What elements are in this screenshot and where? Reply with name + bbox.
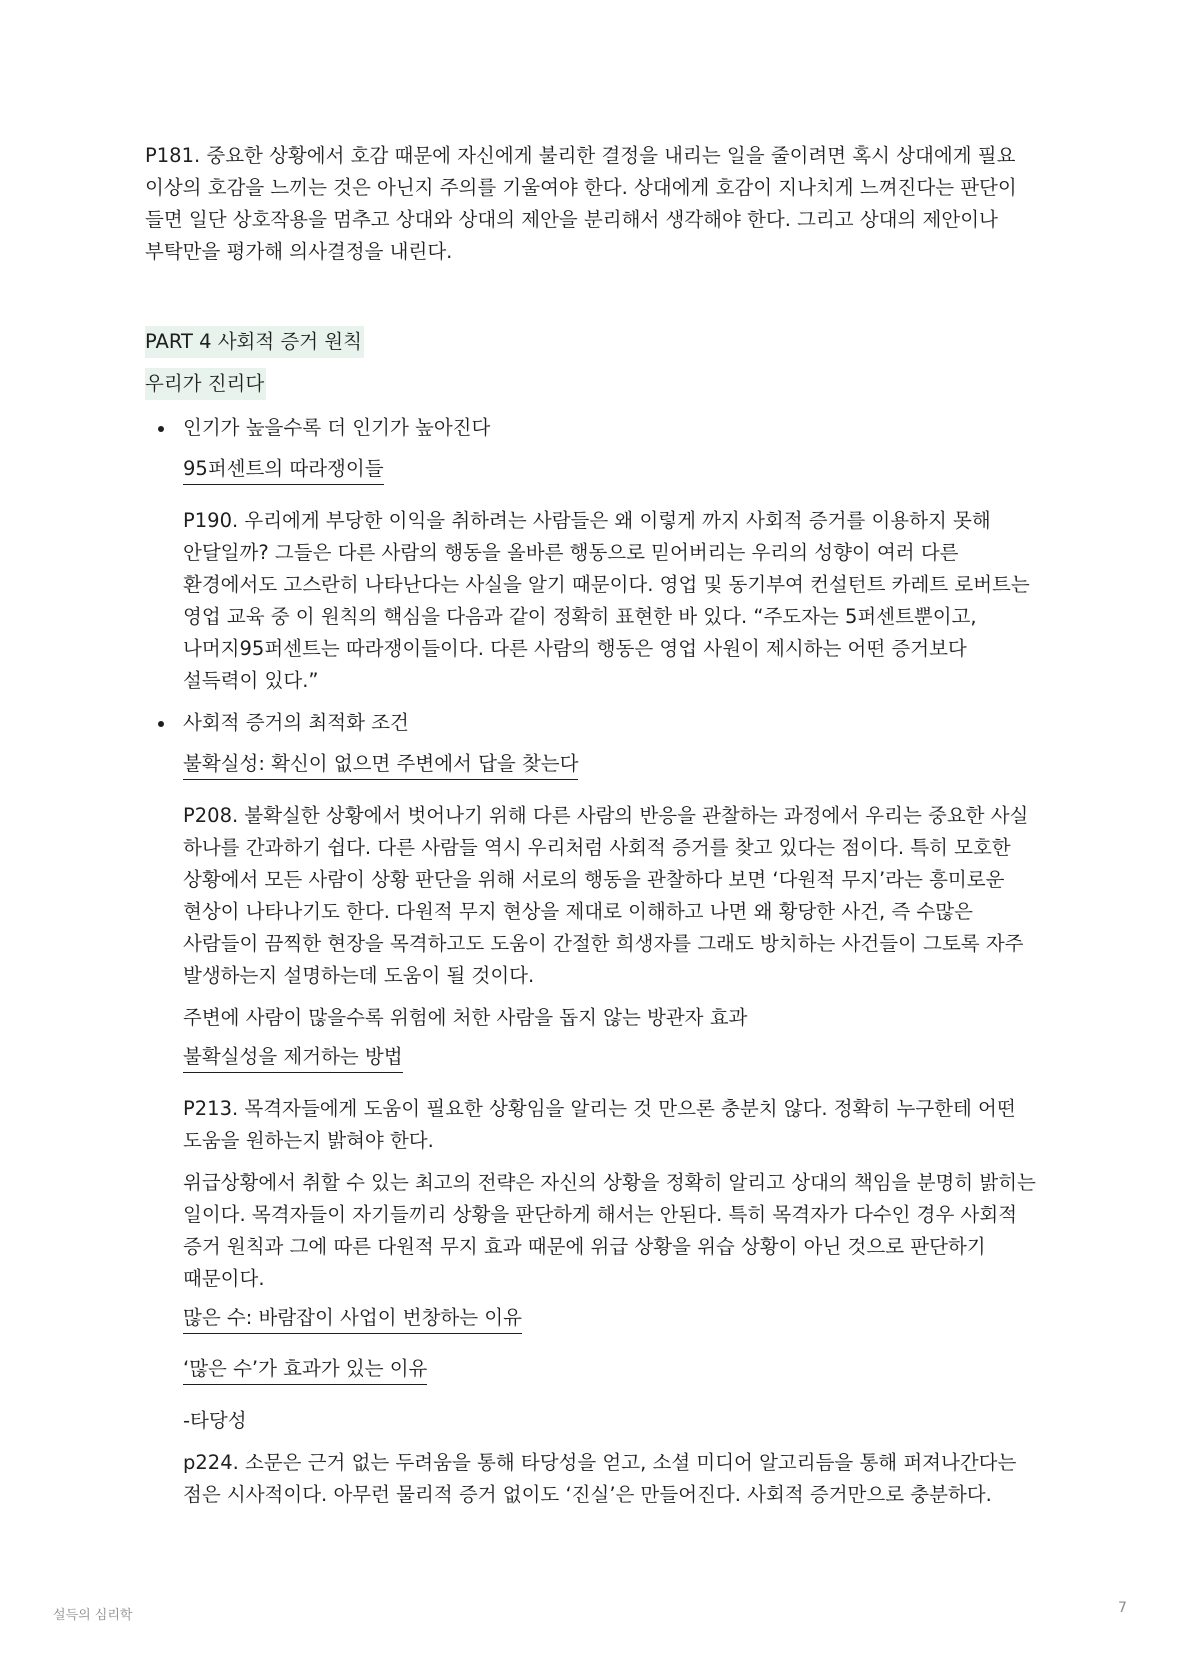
underlined-heading: ‘많은 수’가 효과가 있는 이유 [183, 1354, 427, 1385]
body-paragraph: P208. 불확실한 상황에서 벗어나기 위해 다른 사람의 반응을 관찰하는 과정에서 우리는 중요한 사실 하나를 간과하기 쉽다. 다른 사람들 역시 우리처럼 사회적 증거를 찾고 있다는 점이다. 특히 모호한 상황에서 모든 사람이 상황 판단을 위해 서로의 행동을 관찰하다 보면 ‘다원적 무지’라는 흥미로운 현상이 나타나기도 한다. 다원적 무지 현상을 제대로 이해하고 나면 왜 황당한 사건, 즉 수많은 사람들이 끔찍한 현장을 목격하고도 도움이 간절한 희생자를 그래도 방치하는 사건들이 그토록 자주 발생하는지 설명하는데 도움이 될 것이다. [183, 804, 1029, 987]
section-heading-wrap [145, 368, 1045, 400]
footer-page-number: 7 [1118, 1600, 1127, 1616]
body-paragraph: -타당성 [183, 1409, 247, 1432]
block-wrap [183, 454, 1045, 495]
underlined-heading: 많은 수: 바람잡이 사업이 번창하는 이유 [183, 1303, 522, 1334]
bullet-item-social-proof-conditions [145, 707, 1045, 1511]
body-paragraph: P190. 우리에게 부당한 이익을 취하려는 사람들은 왜 이렇게 까지 사회적 증거를 이용하지 못해 안달일까? 그들은 다른 사람의 행동을 올바른 행동으로 믿어버리는 우리의 성향이 여러 다른 환경에서도 고스란히 나타난다는 사실을 알기 때문이다. 영업 및 동기부여 컨설턴트 카레트 로버트는 영업 교육 중 이 원칙의 핵심을 다음과 같이 정확히 표현한 바 있다. “주도자는 5퍼센트뿐이고, 나머지95퍼센트는 따라쟁이들이다. 다른 사람의 행동은 영업 사원이 제시하는 어떤 증거보다 설득력이 있다.” [183, 509, 1030, 692]
underlined-heading: 불확실성: 확신이 없으면 주변에서 답을 찾는다 [183, 749, 578, 780]
block-wrap [183, 1354, 1045, 1395]
bullet-dot-icon [158, 721, 164, 727]
intro-paragraph: P181. 중요한 상황에서 호감 때문에 자신에게 불리한 결정을 내리는 일을 줄이려면 혹시 상대에게 필요 이상의 호감을 느끼는 것은 아닌지 주의를 기울여야 한다. 상대에게 호감이 지나치게 느껴진다는 판단이 들면 일단 상호작용을 멈추고 상대와 상대의 제안을 분리해서 생각해야 한다. 그리고 상대의 제안이나 부탁만을 평가해 의사결정을 내린다. [145, 144, 1017, 263]
block-wrap [183, 1042, 1045, 1083]
body-paragraph: 주변에 사람이 많을수록 위험에 처한 사람을 돕지 않는 방관자 효과 [183, 1006, 748, 1029]
bullet-title: 인기가 높을수록 더 인기가 높아진다 [183, 416, 491, 439]
bullet-dot-icon [158, 426, 164, 432]
bullet-list [145, 412, 1045, 1511]
underlined-heading: 95퍼센트의 따라쟁이들 [183, 454, 384, 485]
part-heading: PART 4 사회적 증거 원칙 [145, 326, 364, 358]
section-heading: 우리가 진리다 [145, 368, 266, 400]
body-paragraph: p224. 소문은 근거 없는 두려움을 통해 타당성을 얻고, 소셜 미디어 알고리듬을 통해 퍼져나간다는 점은 시사적이다. 아무런 물리적 증거 없이도 ‘진실’은 만들어진다. 사회적 증거만으로 충분하다. [183, 1451, 1017, 1506]
bullet-item-popularity [145, 412, 1045, 697]
part-heading-wrap [145, 326, 1045, 358]
page-content [145, 140, 1045, 1521]
block-wrap [183, 749, 1045, 790]
block-wrap [183, 1303, 1045, 1344]
footer-book-title: 설득의 심리학 [53, 1608, 133, 1623]
body-paragraph: 위급상황에서 취할 수 있는 최고의 전략은 자신의 상황을 정확히 알리고 상대의 책임을 분명히 밝히는 일이다. 목격자들이 자기들끼리 상황을 판단하게 해서는 안된다. 특히 목격자가 다수인 경우 사회적 증거 원칙과 그에 따른 다원적 무지 효과 때문에 위급 상황을 위습 상황이 아닌 것으로 판단하기 때문이다. [183, 1171, 1036, 1290]
bullet-title: 사회적 증거의 최적화 조건 [183, 711, 409, 734]
body-paragraph: P213. 목격자들에게 도움이 필요한 상황임을 알리는 것 만으론 충분치 않다. 정확히 누구한테 어떤 도움을 원하는지 밝혀야 한다. [183, 1097, 1016, 1152]
underlined-heading: 불확실성을 제거하는 방법 [183, 1042, 403, 1073]
